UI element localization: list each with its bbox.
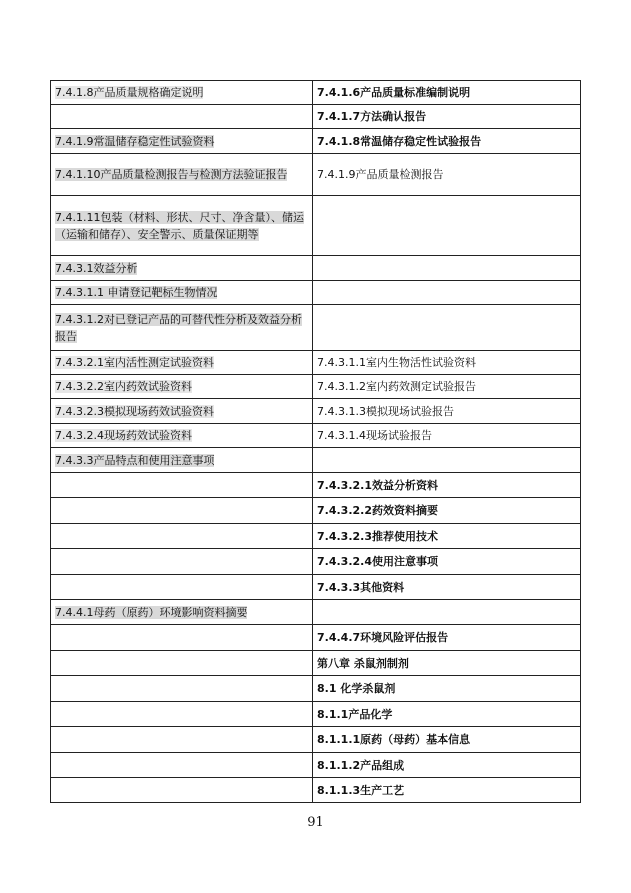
table-cell-right [313,305,581,351]
table-cell-right: 7.4.3.2.4使用注意事项 [313,549,581,575]
table-cell-right [313,281,581,305]
table-cell-right: 7.4.1.6产品质量标准编制说明 [313,81,581,105]
table-cell-right: 7.4.1.8常温储存稳定性试验报告 [313,129,581,154]
table-cell-right: 7.4.3.2.3推荐使用技术 [313,524,581,549]
table-cell-right [313,448,581,473]
table-row [51,351,581,375]
table-cell-left [51,651,313,676]
table-cell-right: 7.4.3.2.2药效资料摘要 [313,498,581,524]
table-cell-left: 7.4.3.2.1室内活性测定试验资料 [51,351,313,375]
table-cell-left [51,702,313,727]
table-row [51,676,581,702]
table-row [51,651,581,676]
table-cell-left [51,778,313,803]
table-cell-right: 7.4.3.1.4现场试验报告 [313,424,581,448]
table-row [51,753,581,778]
table-cell-left [51,549,313,575]
table-cell-left: 7.4.3.1.2对已登记产品的可替代性分析及效益分析报告 [51,305,313,351]
table-row [51,375,581,399]
table-cell-right: 7.4.1.9产品质量检测报告 [313,154,581,196]
table-row [51,727,581,753]
table-cell-right [313,600,581,625]
table-cell-left [51,676,313,702]
table-cell-right: 7.4.3.1.1室内生物活性试验资料 [313,351,581,375]
table-cell-left: 7.4.3.1.1 申请登记靶标生物情况 [51,281,313,305]
table-cell-right: 8.1.1.3生产工艺 [313,778,581,803]
table-row [51,399,581,424]
table-cell-right: 7.4.1.7方法确认报告 [313,105,581,129]
table-row [51,196,581,256]
table-row [51,129,581,154]
table-row [51,524,581,549]
table-cell-left: 7.4.4.1母药（原药）环境影响资料摘要 [51,600,313,625]
table-cell-left [51,625,313,651]
table-cell-left: 7.4.1.9常温储存稳定性试验资料 [51,129,313,154]
table-row [51,448,581,473]
table-row [51,281,581,305]
table-cell-left [51,753,313,778]
table-cell-right [313,196,581,256]
table-row [51,575,581,600]
table-row [51,778,581,803]
table-row [51,81,581,105]
table-row [51,154,581,196]
table-cell-right [313,256,581,281]
table-cell-right: 8.1.1.2产品组成 [313,753,581,778]
table-cell-right: 7.4.3.1.3模拟现场试验报告 [313,399,581,424]
table-cell-right: 8.1.1产品化学 [313,702,581,727]
table-row [51,256,581,281]
table-cell-left [51,105,313,129]
table-cell-left: 7.4.1.10产品质量检测报告与检测方法验证报告 [51,154,313,196]
table-cell-left: 7.4.1.8产品质量规格确定说明 [51,81,313,105]
table-cell-left: 7.4.1.11包装（材料、形状、尺寸、净含量）、储运（运输和储存）、安全警示、质量保证期等 [51,196,313,256]
table-row [51,702,581,727]
table-cell-left [51,524,313,549]
table-cell-right: 8.1.1.1原药（母药）基本信息 [313,727,581,753]
table-cell-left: 7.4.3.2.4现场药效试验资料 [51,424,313,448]
table-cell-left [51,498,313,524]
table-row [51,498,581,524]
page-number: 91 [307,815,324,830]
table-row [51,305,581,351]
table-cell-right: 7.4.3.3其他资料 [313,575,581,600]
table-cell-right: 7.4.3.2.1效益分析资料 [313,473,581,498]
table-cell-left: 7.4.3.1效益分析 [51,256,313,281]
table-row [51,625,581,651]
comparison-table [50,80,581,803]
table-cell-left: 7.4.3.2.2室内药效试验资料 [51,375,313,399]
table-cell-left [51,473,313,498]
table-row [51,600,581,625]
table-cell-left: 7.4.3.3产品特点和使用注意事项 [51,448,313,473]
table-cell-left [51,727,313,753]
table-cell-right: 第八章 杀鼠剂制剂 [313,651,581,676]
table-cell-right: 8.1 化学杀鼠剂 [313,676,581,702]
table-cell-left: 7.4.3.2.3模拟现场药效试验资料 [51,399,313,424]
table-row [51,424,581,448]
table-row [51,473,581,498]
table-cell-right: 7.4.4.7环境风险评估报告 [313,625,581,651]
table-row [51,549,581,575]
table-cell-right: 7.4.3.1.2室内药效测定试验报告 [313,375,581,399]
table-cell-left [51,575,313,600]
table-row [51,105,581,129]
